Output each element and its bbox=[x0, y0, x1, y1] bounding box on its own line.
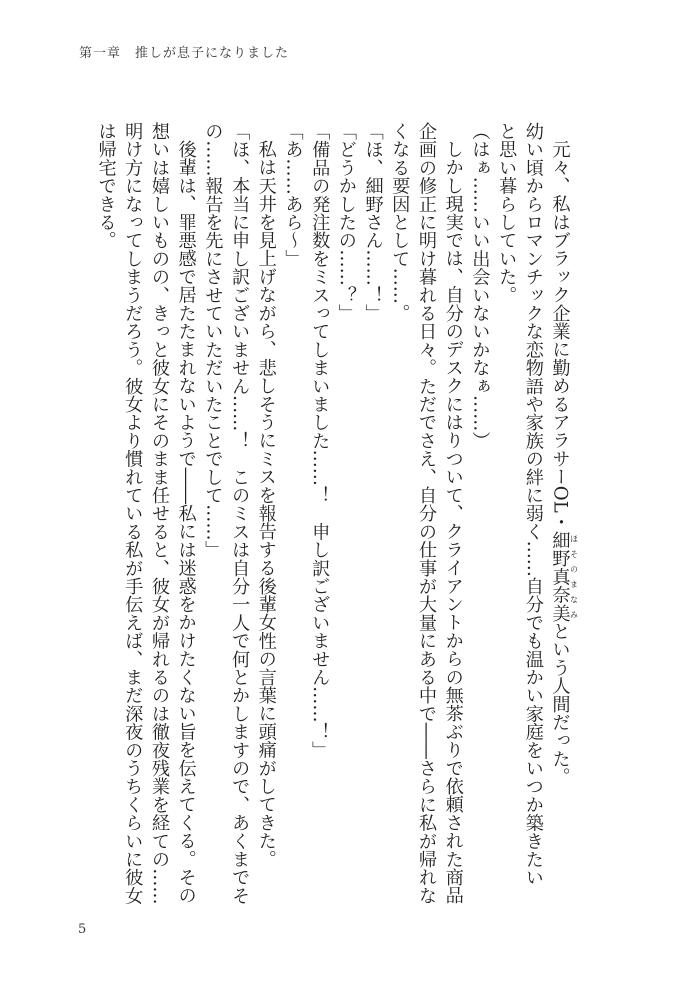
text-line: 「どうかしたの……？」 bbox=[335, 122, 357, 323]
text-line: 「ほ、細野さん……！」 bbox=[362, 122, 384, 323]
text-line: 幼い頃からロマンチックな恋物語や家族の絆に弱く……自分でも温かい家庭をいつか築きたい bbox=[522, 122, 544, 887]
text-line: 「あ……あら～」 bbox=[282, 122, 304, 268]
body-text bbox=[92, 122, 579, 905]
text-line: 想いは嬉しいものの、きっと彼女にそのまま任せると、彼女が帰れるのは徹夜残業を経ての…… bbox=[148, 122, 170, 905]
text-line: （はぁ……いい出会いないかなぁ……） bbox=[469, 122, 491, 450]
text-line-segment: という人間だった。 bbox=[549, 622, 571, 786]
text-line: の……報告を先にさせていただいたことでして……」 bbox=[202, 122, 224, 559]
running-head: 第一章 推しが息子になりました bbox=[79, 46, 290, 61]
text-line: 「ほ、本当に申し訳ございません……！ このミスは自分一人で何とかしますので、あくまでそ bbox=[229, 122, 251, 905]
ruby-reading: ほそのまなみ bbox=[569, 531, 579, 623]
text-line-segment: 元々、私はブラック企業に勤めるアラサーOL・ bbox=[549, 140, 571, 532]
furigana-name bbox=[549, 531, 579, 623]
text-line: と思い暮らしていた。 bbox=[496, 122, 518, 304]
text-line: 「備品の発注数をミスってしまいました……！ 申し訳ございません……！」 bbox=[309, 122, 331, 759]
text-line: 企画の修正に明け暮れる日々。ただでさえ、自分の仕事が大量にある中で――さらに私が帰れな bbox=[415, 122, 437, 905]
text-line: 私は天井を見上げながら、悲しそうにミスを報告する後輩女性の言葉に頭痛がしてきた。 bbox=[255, 140, 277, 869]
text-line: 後輩は、罪悪感で居たたまれないようで――私には迷惑をかけたくない旨を伝えてくる。その bbox=[175, 140, 197, 905]
text-line: くなる要因として……。 bbox=[389, 122, 411, 323]
page-number: 5 bbox=[78, 922, 87, 937]
ruby-base: 細野真奈美 bbox=[549, 531, 571, 623]
text-line: 明け方になってしまうだろう。彼女より慣れている私が手伝えば、まだ深夜のうちくらいに彼女 bbox=[122, 122, 144, 905]
text-line: しかし現実では、自分のデスクにはりついて、クライアントからの無茶ぶりで依頼された商品 bbox=[442, 140, 464, 905]
text-line: は帰宅できる。 bbox=[95, 122, 117, 250]
text-line bbox=[546, 122, 578, 882]
